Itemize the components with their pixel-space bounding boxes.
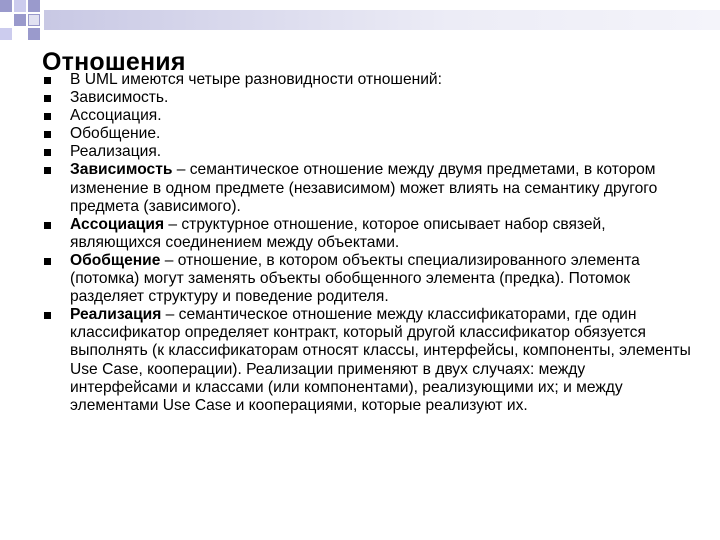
term-label: Обобщение (70, 251, 161, 269)
decorative-header-squares (0, 0, 720, 40)
square-decoration (0, 28, 12, 40)
bullet-text: – семантическое отношение между классификаторами, где один классификатор определяет контракт, который другой классификатор обязуется выполнять (к классификаторам относят классы, интерфейсы, компоненты, элементы Use Case, кооперации). Реализации применяют в двух случаях: между интерфейсами и классами (или компонентами), реализующими их; и между элементами Use Case и кооперациями, которые реализуют их. (70, 306, 691, 414)
square-bullet-icon (44, 113, 51, 120)
bullet-text: Реализация. (70, 143, 162, 161)
square-decoration (14, 14, 26, 26)
bullet-text: Ассоциация. (70, 107, 162, 125)
bullet-text: Обобщение. (70, 125, 161, 143)
term-label: Зависимость (70, 161, 173, 179)
term-label: Реализация (70, 306, 162, 324)
list-item (42, 161, 692, 215)
bullet-text: В UML имеются четыре разновидности отношений: (70, 71, 442, 88)
square-bullet-icon (44, 77, 51, 84)
bullet-list (42, 71, 692, 415)
list-item (42, 71, 692, 89)
page-title: Отношения (42, 48, 186, 76)
list-item (42, 143, 692, 161)
bullet-text: – семантическое отношение между двумя предметами, в котором изменение в одном предмете (независимом) может влиять на семантику другого предмета (зависимого). (70, 161, 658, 215)
square-decoration (0, 0, 12, 12)
term-label: Ассоциация (70, 215, 165, 233)
square-bullet-icon (44, 95, 51, 102)
bullet-text: – отношение, в котором объекты специализированного элемента (потомка) могут заменять объекты обобщенного элемента (предка). Потомок разделяет структуру и поведение родителя. (70, 251, 640, 306)
list-item (42, 125, 692, 143)
list-item (42, 216, 692, 252)
square-decoration (28, 0, 40, 12)
square-bullet-icon (44, 167, 51, 174)
square-bullet-icon (44, 149, 51, 156)
list-item (42, 107, 692, 125)
square-decoration (28, 14, 40, 26)
list-item (42, 306, 692, 415)
square-bullet-icon (44, 258, 51, 265)
square-bullet-icon (44, 222, 51, 229)
header-bar (44, 10, 720, 30)
bullet-text: Зависимость. (70, 89, 169, 107)
list-item (42, 252, 692, 306)
square-decoration (14, 0, 26, 12)
bullet-text: – структурное отношение, которое описывает набор связей, являющихся соединением между объектами. (70, 215, 606, 251)
square-decoration (28, 28, 40, 40)
square-bullet-icon (44, 131, 51, 138)
square-bullet-icon (44, 312, 51, 319)
list-item (42, 89, 692, 107)
